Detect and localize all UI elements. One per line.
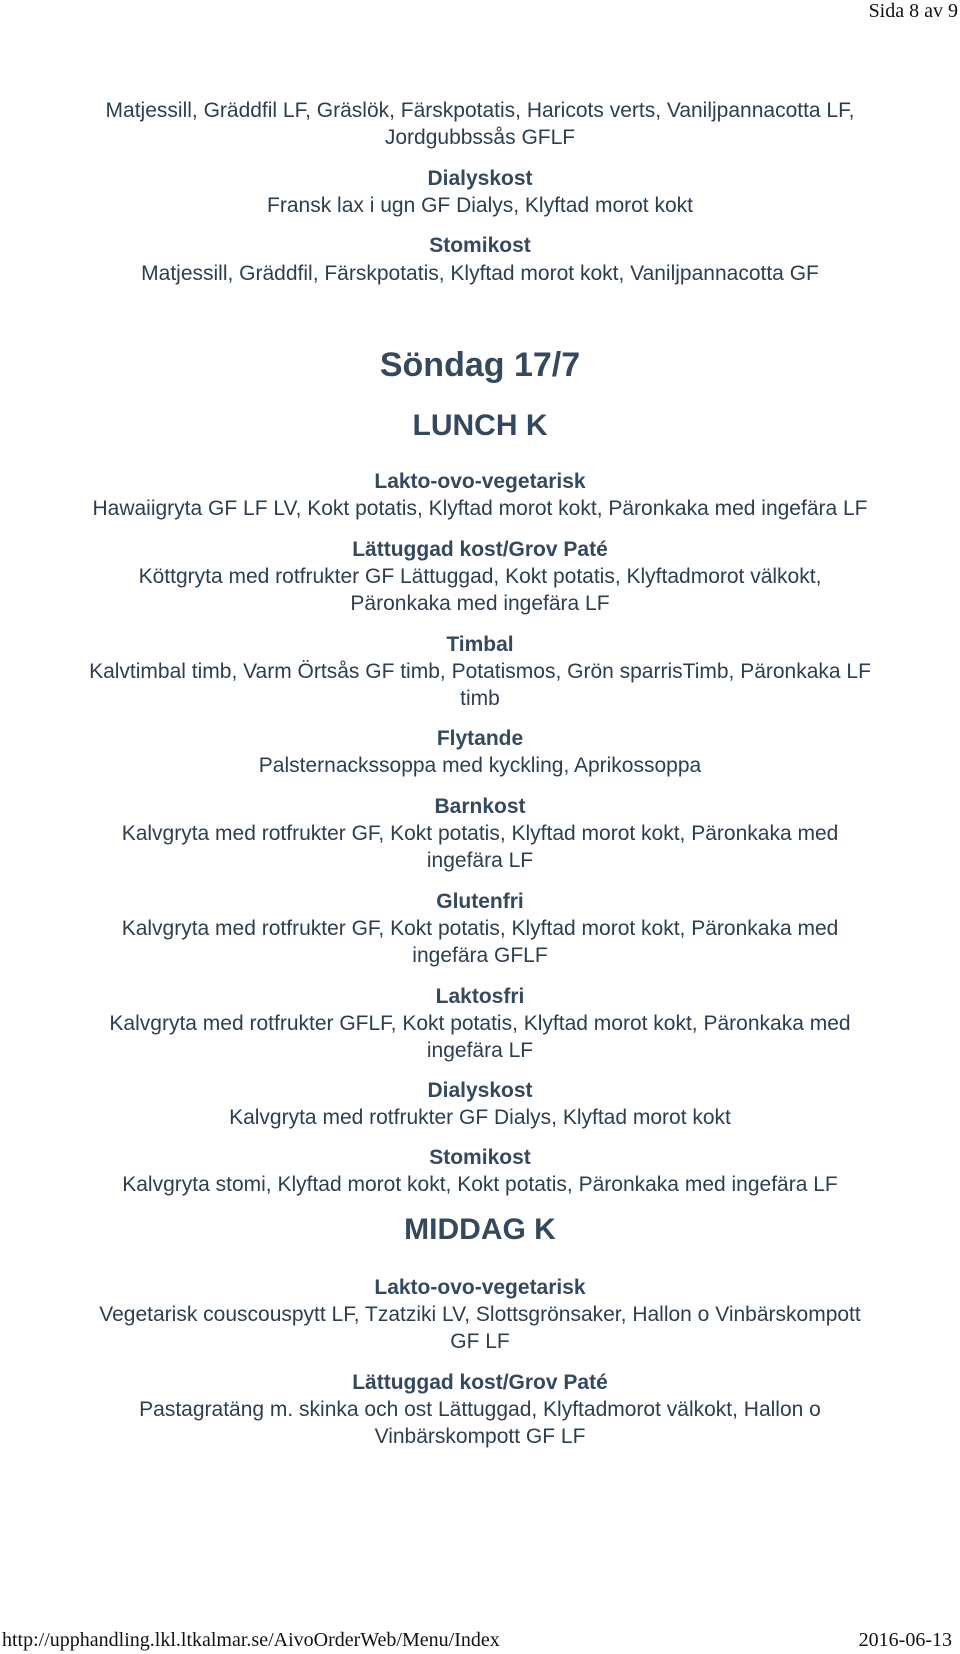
lunch-gluten-heading: Glutenfri [436,890,524,913]
lunch-stomi-text: Kalvgryta stomi, Klyftad morot kokt, Kokt potatis, Päronkaka med ingefära LF [122,1173,838,1196]
dinner-lov-text1: Vegetarisk couscouspytt LF, Tzatziki LV, Slottsgrönsaker, Hallon o Vinbärskompott [99,1303,861,1326]
prev-stomi-text: Matjessill, Gräddfil, Färskpotatis, Klyftad morot kokt, Vaniljpannacotta GF [141,262,819,285]
day-title: Söndag 17/7 [379,346,581,384]
lunch-latt-text2: Päronkaka med ingefära LF [350,592,610,615]
lunch-lov-heading: Lakto-ovo-vegetarisk [374,470,586,493]
dinner-lov-heading: Lakto-ovo-vegetarisk [374,1276,586,1299]
lunch-barn-heading: Barnkost [434,795,526,818]
footer-date: 2016-06-13 [858,1629,952,1651]
dinner-latt-text1: Pastagratäng m. skinka och ost Lättuggad, Klyftadmorot välkokt, Hallon o [139,1398,821,1421]
lunch-lov-text: Hawaiigryta GF LF LV, Kokt potatis, Klyftad morot kokt, Päronkaka med ingefära LF [92,497,868,520]
dinner-lov-text2: GF LF [450,1330,510,1353]
lunch-flyt-text: Palsternackssoppa med kyckling, Aprikossoppa [258,754,702,777]
lunch-timbal-text2: timb [460,687,500,710]
prev-intro-line2: Jordgubbssås GFLF [384,126,576,149]
lunch-stomi-heading: Stomikost [429,1146,531,1169]
lunch-dialys-text: Kalvgryta med rotfrukter GF Dialys, Klyftad morot kokt [229,1106,731,1129]
lunch-barn-text1: Kalvgryta med rotfrukter GF, Kokt potatis, Klyftad morot kokt, Päronkaka med [121,822,839,845]
dinner-title: MIDDAG K [404,1213,556,1246]
lunch-latt-text1: Köttgryta med rotfrukter GF Lättuggad, Kokt potatis, Klyftadmorot välkokt, [138,565,822,588]
lunch-laktos-text2: ingefära LF [426,1039,534,1062]
dinner-latt-text2: Vinbärskompott GF LF [374,1425,586,1448]
page-number: Sida 8 av 9 [868,0,958,22]
lunch-laktos-text1: Kalvgryta med rotfrukter GFLF, Kokt potatis, Klyftad morot kokt, Päronkaka med [109,1012,851,1035]
lunch-gluten-text1: Kalvgryta med rotfrukter GF, Kokt potatis, Klyftad morot kokt, Päronkaka med [121,917,839,940]
footer-url: http://upphandling.lkl.ltkalmar.se/AivoOrderWeb/Menu/Index [2,1629,500,1651]
prev-intro-line1: Matjessill, Gräddfil LF, Gräslök, Färskpotatis, Haricots verts, Vaniljpannacotta LF, [105,99,855,122]
lunch-timbal-text1: Kalvtimbal timb, Varm Örtsås GF timb, Potatismos, Grön sparrisTimb, Päronkaka LF [89,660,871,683]
lunch-gluten-text2: ingefära GFLF [412,944,548,967]
lunch-barn-text2: ingefära LF [426,849,534,872]
lunch-dialys-heading: Dialyskost [427,1079,533,1102]
lunch-flyt-heading: Flytande [436,727,524,750]
page-header [0,0,960,26]
lunch-timbal-heading: Timbal [446,633,514,656]
prev-stomi-heading: Stomikost [429,234,531,257]
dinner-latt-heading: Lättuggad kost/Grov Paté [352,1371,608,1394]
prev-dialys-text: Fransk lax i ugn GF Dialys, Klyftad morot kokt [267,194,693,217]
lunch-laktos-heading: Laktosfri [435,985,525,1008]
lunch-title: LUNCH K [412,409,548,442]
page-footer [0,1628,960,1654]
prev-dialys-heading: Dialyskost [427,167,533,190]
lunch-latt-heading: Lättuggad kost/Grov Paté [352,538,608,561]
